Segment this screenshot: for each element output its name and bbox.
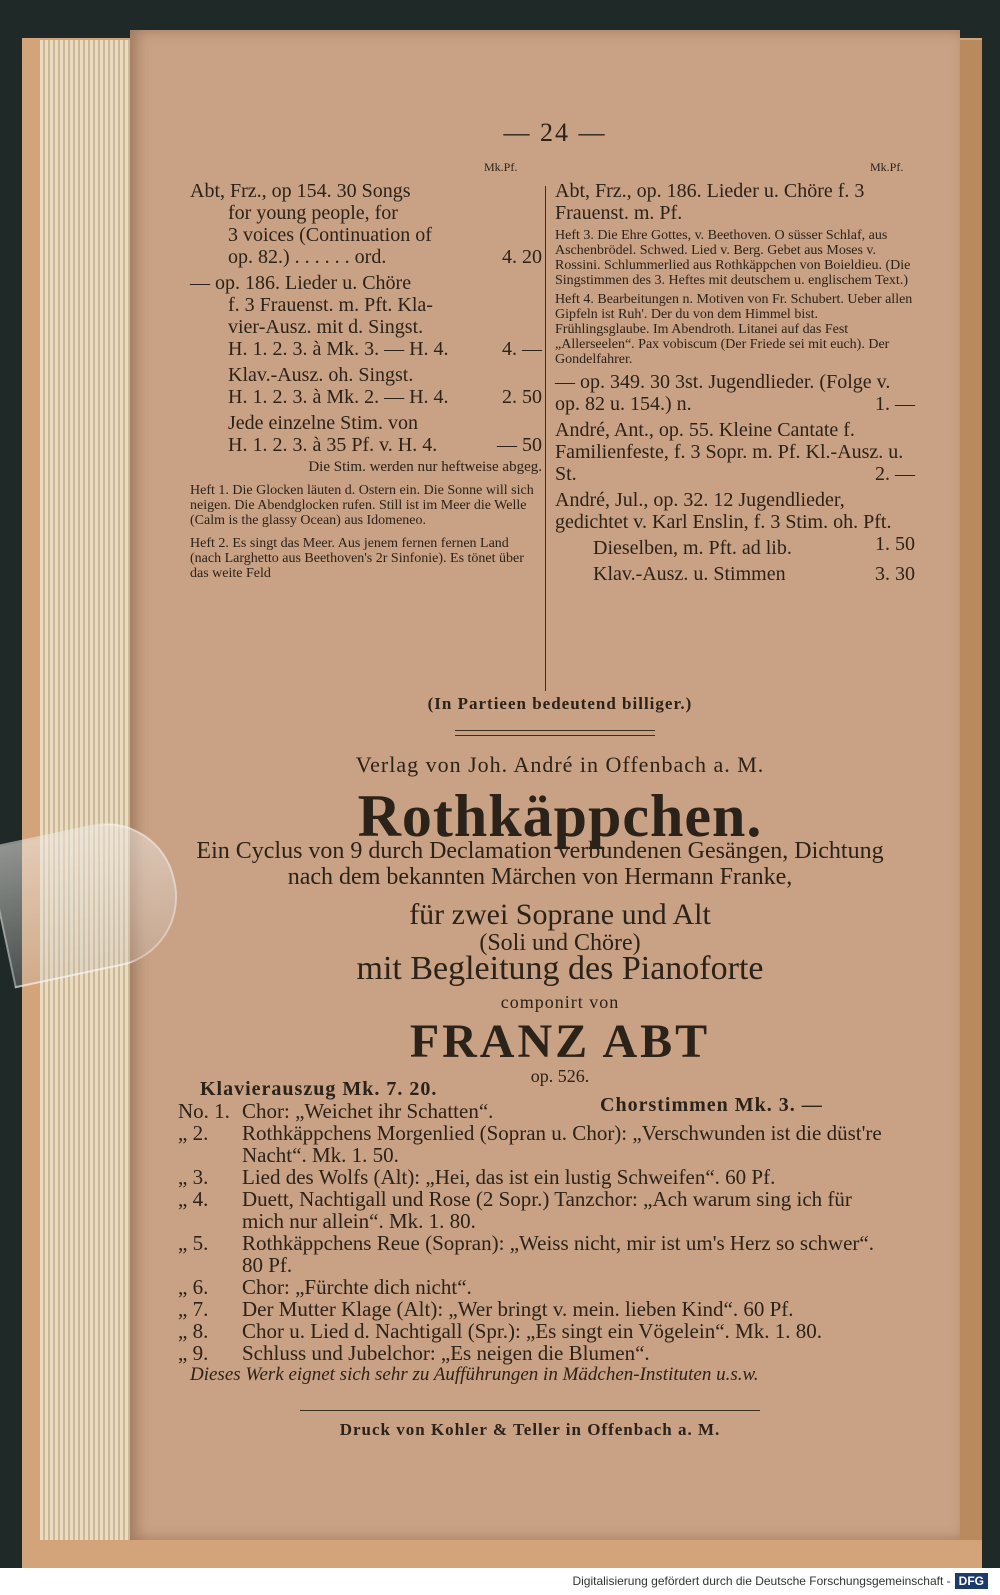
- list-item: [178, 1122, 898, 1166]
- entry-line: [228, 386, 542, 408]
- entry-line: for young people, for: [228, 202, 398, 224]
- list-item: [178, 1188, 898, 1232]
- entry-line: vier-Ausz. mit d. Singst.: [228, 316, 424, 338]
- entry-price: 1. 50: [875, 533, 915, 555]
- item-text: Rothkäppchens Morgenlied (Sopran u. Chor): „Verschwunden ist die düst're Nacht“. Mk. 1. 50.: [242, 1121, 882, 1167]
- column-divider: [545, 186, 546, 691]
- parts-note: Die Stim. werden nur heftweise abgeg.: [308, 459, 542, 475]
- list-item: [178, 1320, 898, 1342]
- composer-name: FRANZ ABT: [409, 1015, 711, 1068]
- work-title: Rothkäppchen.: [357, 783, 763, 849]
- entry-line: 3 voices (Continuation of: [228, 224, 432, 246]
- dfg-logo: DFG: [955, 1573, 988, 1589]
- item-text: Der Mutter Klage (Alt): „Wer bringt v. mein. lieben Kind“. 60 Pf.: [242, 1297, 794, 1321]
- item-number: „ 6.: [178, 1275, 209, 1299]
- catalog-entry: [555, 371, 915, 415]
- list-item: [178, 1100, 898, 1122]
- catalog-entry: [555, 563, 915, 585]
- book-edge-right: [960, 40, 982, 1540]
- item-text: Duett, Nachtigall und Rose (2 Sopr.) Tanzchor: „Ach warum sing ich für mich nur allein“. Mk. 1. 80.: [242, 1187, 852, 1233]
- entry-text: H. 1. 2. 3. à Mk. 2. — H. 4.: [228, 386, 449, 408]
- entry-price: 4. 20: [502, 246, 542, 268]
- composed-by-line: componirt von: [500, 992, 620, 1012]
- entry-line: Abt, Frz., op 154. 30 Songs: [190, 180, 411, 202]
- entry-text: André, Jul., op. 32. 12 Jugendlieder, gedichtet v. Karl Enslin, f. 3 Stim. oh. Pft.: [555, 489, 892, 533]
- page-number: — 24 —: [503, 118, 607, 147]
- double-rule: [455, 730, 655, 736]
- digitization-footer: [0, 1568, 1000, 1595]
- item-number: „ 2.: [178, 1121, 209, 1145]
- entry-price: 1. —: [875, 393, 915, 415]
- page-edges: [40, 40, 140, 1540]
- item-number: „ 9.: [178, 1341, 209, 1365]
- catalog-entry: Dieselben, m. Pft. ad lib.: [593, 537, 792, 559]
- entry-text: op. 82.) . . . . . . ord.: [228, 246, 387, 268]
- entry-line: [190, 338, 542, 360]
- entry-line: — op. 186. Lieder u. Chöre: [190, 272, 412, 294]
- right-column: [555, 180, 915, 589]
- item-number: „ 8.: [178, 1319, 209, 1343]
- entry-price: 3. 30: [875, 563, 915, 585]
- left-column: [190, 180, 542, 581]
- entry-text: H. 1. 2. 3. à Mk. 3. — H. 4.: [228, 338, 449, 360]
- closing-note: Dieses Werk eignet sich sehr zu Aufführungen in Mädchen-Instituten u.s.w.: [190, 1364, 759, 1385]
- item-text: Chor u. Lied d. Nachtigall (Spr.): „Es singt ein Vögelein“. Mk. 1. 80.: [242, 1319, 822, 1343]
- number-list: [178, 1100, 898, 1364]
- catalog-entry: [190, 364, 542, 408]
- entry-text: H. 1. 2. 3. à 35 Pf. v. H. 4.: [228, 434, 438, 456]
- catalog-entry: [190, 272, 542, 360]
- accompaniment-line: mit Begleitung des Pianoforte: [356, 950, 764, 987]
- list-item: [178, 1166, 898, 1188]
- footer-text: Digitalisierung gefördert durch die Deutsche Forschungsgemeinschaft -: [572, 1574, 951, 1588]
- soli-line: (Soli und Chöre): [479, 930, 641, 956]
- item-number: „ 5.: [178, 1231, 209, 1255]
- piano-score-price: Klavierauszug Mk. 7. 20.: [200, 1078, 438, 1100]
- right-column-price-header: Mk.Pf.: [870, 160, 904, 174]
- item-text: Schluss und Jubelchor: „Es neigen die Blumen“.: [242, 1341, 650, 1365]
- list-item: [178, 1232, 898, 1276]
- item-number: „ 3.: [178, 1165, 209, 1189]
- entry-line: Jede einzelne Stim. von: [228, 412, 418, 434]
- item-text: Chor: „Fürchte dich nicht“.: [242, 1275, 472, 1299]
- item-text: Rothkäppchens Reue (Sopran): „Weiss nicht, mir ist um's Herz so schwer“. 80 Pf.: [242, 1231, 874, 1277]
- catalog-entry: [190, 180, 542, 268]
- entry-text: Klav.-Ausz. u. Stimmen: [593, 563, 786, 585]
- list-item: [178, 1342, 898, 1364]
- item-text: Chor: „Weichet ihr Schatten“.: [242, 1099, 494, 1123]
- list-item: [178, 1298, 898, 1320]
- entry-price: 2. —: [875, 463, 915, 485]
- item-number: No. 1.: [178, 1099, 230, 1123]
- item-number: „ 4.: [178, 1187, 209, 1211]
- catalog-entry: [555, 419, 915, 485]
- printer-imprint: Druck von Kohler & Teller in Offenbach a. M.: [339, 1420, 721, 1439]
- entry-line: [190, 246, 542, 268]
- heft-4-contents: Heft 4. Bearbeitungen n. Motiven von Fr. Schubert. Ueber allen Gipfeln ist Ruh'. Der du von dem Himmel bist. Frühlingsglaube. Im Abendroth. Litanei auf das Fest „Allerseelen“. Pax vobiscum (Der Friede sei mit euch). Der Gondelfahrer.: [555, 292, 913, 367]
- list-item: [178, 1276, 898, 1298]
- entry-line: f. 3 Frauenst. m. Pft. Kla-: [228, 294, 433, 316]
- heft-1-contents: Heft 1. Die Glocken läuten d. Ostern ein. Die Sonne will sich neigen. Die Abendglocken rufen. Still ist im Meer die Welle (Calm is the glassy Ocean) aus Idomeneo.: [190, 483, 534, 528]
- heft-3-contents: Heft 3. Die Ehre Gottes, v. Beethoven. O süsser Schlaf, aus Aschenbrödel. Schwed. Lied v. Berg. Gebet aus Moses v. Rossini. Schlummerlied aus Rothkäppchen von Boieldieu. (Die Singstimmen des 3. Heftes mit deutschem u. englischem Text.): [555, 228, 911, 288]
- heft-2-contents: Heft 2. Es singt das Meer. Aus jenem fernen fernen Land (nach Larghetto aus Beethoven's 2r Sinfonie). Es tönet über das weite Feld: [190, 536, 524, 581]
- entry-text: — op. 349. 30 3st. Jugendlieder. (Folge v. op. 82 u. 154.) n.: [555, 371, 891, 415]
- catalog-entry-title: Abt, Frz., op. 186. Lieder u. Chöre f. 3 Frauenst. m. Pf.: [555, 180, 865, 224]
- publisher-line: Verlag von Joh. André in Offenbach a. M.: [355, 752, 765, 777]
- entry-text: André, Ant., op. 55. Kleine Cantate f. Familienfeste, f. 3 Sopr. m. Pf. Kl.-Ausz. u. St.: [555, 419, 904, 485]
- entry-price: 4. —: [502, 338, 542, 360]
- work-subtitle: Ein Cyclus von 9 durch Declamation verbundenen Gesängen, Dichtung nach dem bekannten Märchen von Hermann Franke,: [196, 838, 884, 890]
- voices-line: für zwei Soprane und Alt: [409, 898, 711, 931]
- divider: [300, 1410, 760, 1411]
- catalog-entry: [190, 412, 542, 456]
- entry-price: — 50: [497, 434, 542, 456]
- left-column-price-header: Mk.Pf.: [484, 160, 518, 174]
- entry-price: 2. 50: [502, 386, 542, 408]
- opus-number: op. 526.: [530, 1066, 590, 1086]
- entry-line: Klav.-Ausz. oh. Singst.: [228, 364, 414, 386]
- bulk-price-note: (In Partieen bedeutend billiger.): [427, 694, 693, 713]
- item-number: „ 7.: [178, 1297, 209, 1321]
- item-text: Lied des Wolfs (Alt): „Hei, das ist ein lustig Schweifen“. 60 Pf.: [242, 1165, 776, 1189]
- entry-line: [228, 434, 542, 456]
- choir-parts-price: Chorstimmen Mk. 3. —: [600, 1094, 823, 1116]
